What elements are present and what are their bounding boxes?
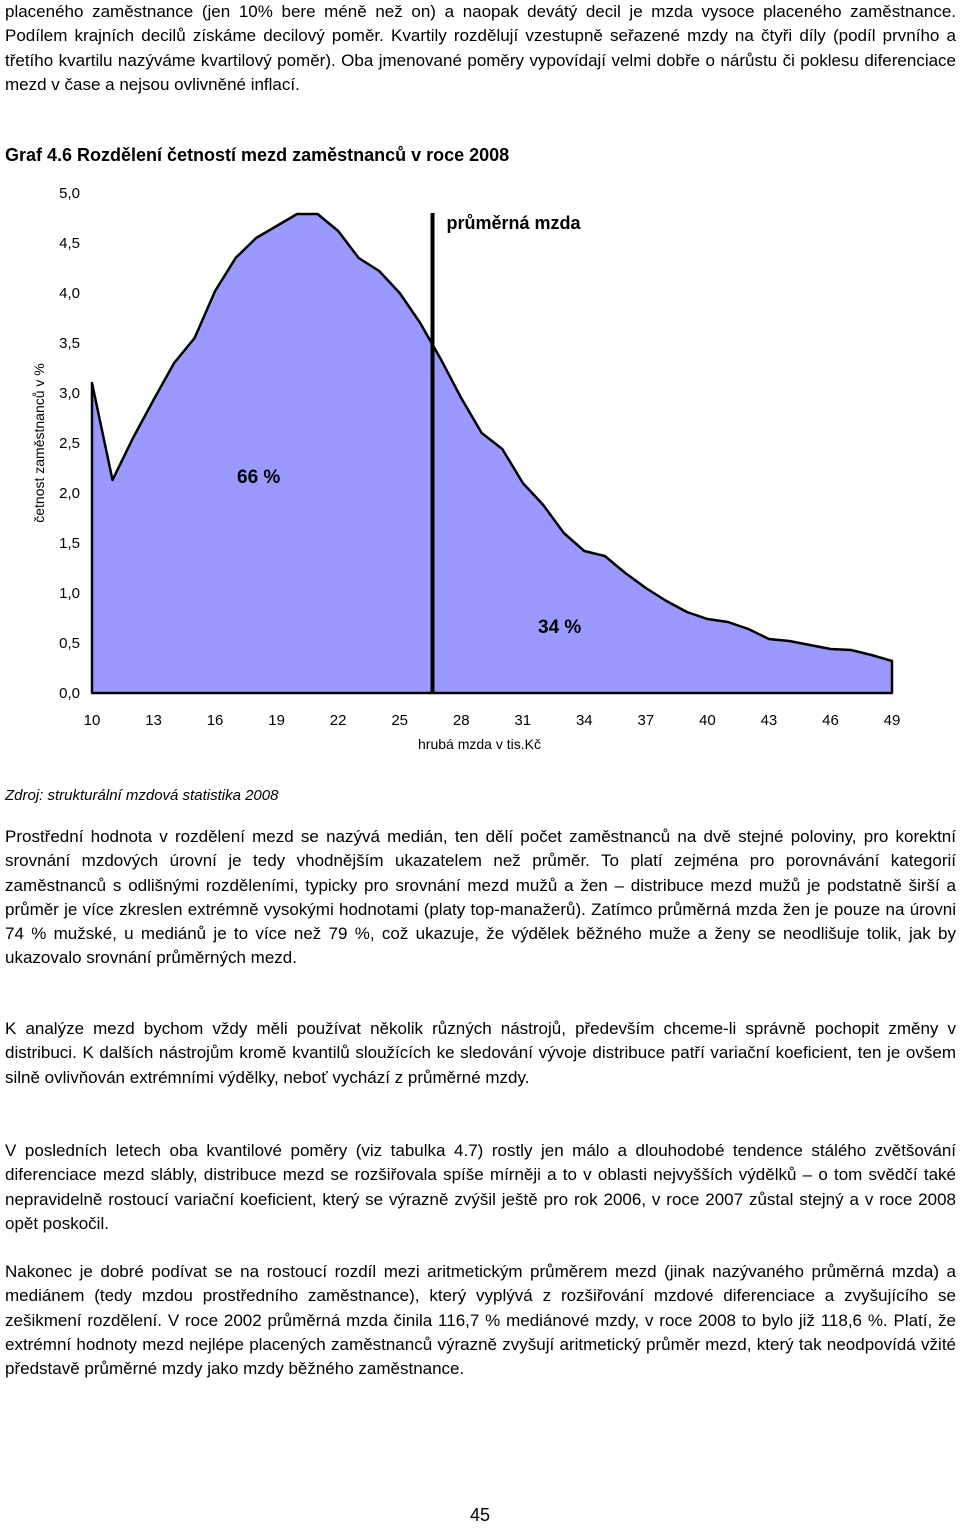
paragraph-median: Prostřední hodnota v rozdělení mezd se nazývá medián, ten dělí počet zaměstnanců na dvě stejné poloviny, pro korektní srovnání mzdových úrovní je tedy vhodnějším ukazatelem než průměr. To platí zejména pro porovnávání kategorií zaměstnanců s odlišnými rozděleními, typicky pro srovnání mezd mužů a žen – distribuce mezd mužů je podstatně širší a průměr je více zkreslen extrémně vysokými hodnotami (platy top-manažerů). Zatímco průměrná mzda žen je pouze na úrovni 74 % mužské, u mediánů je to více než 79 %, což ukazuje, že výdělek běžného muže a ženy se neodlišuje tolik, jak by ukazovalo srovnání průměrných mezd.: [5, 827, 956, 968]
x-tick-label: 40: [699, 712, 716, 729]
y-tick-label: 2,0: [59, 485, 80, 502]
x-tick-label: 28: [452, 712, 470, 729]
y-tick-label: 0,0: [59, 685, 80, 702]
x-axis-label: hrubá mzda v tis.Kč: [418, 736, 541, 752]
y-tick-label: 4,0: [59, 285, 80, 302]
x-tick-label: 43: [760, 712, 778, 729]
x-tick-label: 13: [145, 712, 162, 729]
x-tick-label: 46: [822, 712, 839, 729]
y-tick-label: 3,0: [59, 385, 80, 402]
y-tick-label: 3,5: [59, 335, 80, 352]
wage-distribution-chart: [0, 175, 960, 775]
x-tick-label: 25: [391, 712, 409, 729]
x-tick-label: 37: [637, 712, 655, 729]
x-tick-label: 16: [206, 712, 224, 729]
mean-wage-label: průměrná mzda: [446, 213, 581, 233]
area-right-percent-label: 34 %: [538, 617, 582, 638]
y-tick-label: 0,5: [59, 635, 80, 652]
y-tick-label: 1,5: [59, 535, 80, 552]
page-number: 45: [469, 1505, 491, 1525]
x-tick-label: 31: [514, 712, 532, 729]
y-tick-label: 1,0: [59, 585, 80, 602]
x-axis-ticks: [84, 712, 901, 729]
area-left-percent-label: 66 %: [237, 467, 281, 488]
x-tick-label: 22: [329, 712, 347, 729]
intro-paragraph: placeného zaměstnance (jen 10% bere méně než on) a naopak devátý decil je mzda vysoce placeného zaměstnance. Podílem krajních decilů získáme decilový poměr. Kvartily rozdělují vzestupně seřazené mzdy na čtyři díly (podíl prvního a třetího kvartilu nazýváme kvartilový poměr). Oba jmenované poměry vypovídají velmi dobře o nárůstu či poklesu diferenciace mezd v čase a nejsou ovlivněné inflací.: [5, 2, 956, 94]
y-tick-label: 2,5: [59, 435, 80, 452]
x-tick-label: 10: [83, 712, 101, 729]
paragraph-tools: K analýze mezd bychom vždy měli používat několik různých nástrojů, především chceme-li správně pochopit změny v distribuci. K dalších nástrojům kromě kvantilů sloužících ke sledování vývoje distribuce patří variační koeficient, ten je ovšem silně ovlivňován extrémními výdělky, neboť vychází z průměrné mzdy.: [5, 1019, 956, 1087]
x-tick-label: 34: [575, 712, 593, 729]
x-tick-label: 19: [268, 712, 285, 729]
paragraph-quantile-ratios: V posledních letech oba kvantilové poměry (viz tabulka 4.7) rostly jen málo a dlouhodobé tendence stálého zvětšování diferenciace mezd slábly, distribuce mezd se rozšiřovala spíše mírněji a to v oblasti nejvyšších výdělků – o tom svědčí také nepravidelně rostoucí variační koeficient, který se výrazně zvýšil ještě pro rok 2006, v roce 2007 zůstal stejný a v roce 2008 opět poskočil.: [5, 1141, 956, 1233]
y-axis-ticks: [59, 185, 80, 702]
y-tick-label: 4,5: [59, 235, 80, 252]
x-tick-label: 49: [883, 712, 901, 729]
chart-svg: [0, 175, 960, 775]
y-axis-label: četnost zaměstnanců v %: [31, 363, 47, 523]
graph-caption: Graf 4.6 Rozdělení četností mezd zaměstnanců v roce 2008: [5, 145, 510, 165]
y-tick-label: 5,0: [59, 185, 80, 202]
distribution-area: [92, 214, 892, 693]
paragraph-mean-vs-median: Nakonec je dobré podívat se na rostoucí rozdíl mezi aritmetickým průměrem mezd (jinak nazývaného průměrná mzda) a mediánem (tedy mzdou prostředního zaměstnance), který vyplývá z rozšiřování mzdové diferenciace a zvyšujícího se zešikmení rozdělení. V roce 2002 průměrná mzda činila 116,7 % mediánové mzdy, v roce 2008 to bylo již 118,6 %. Platí, že extrémní hodnoty mezd nejlépe placených zaměstnanců výrazně zvyšují aritmetický průměr mezd, který tak neodpovídá vžité představě průměrné mzdy jako mzdy běžného zaměstnance.: [5, 1262, 956, 1379]
source-note: Zdroj: strukturální mzdová statistika 2008: [5, 787, 279, 804]
